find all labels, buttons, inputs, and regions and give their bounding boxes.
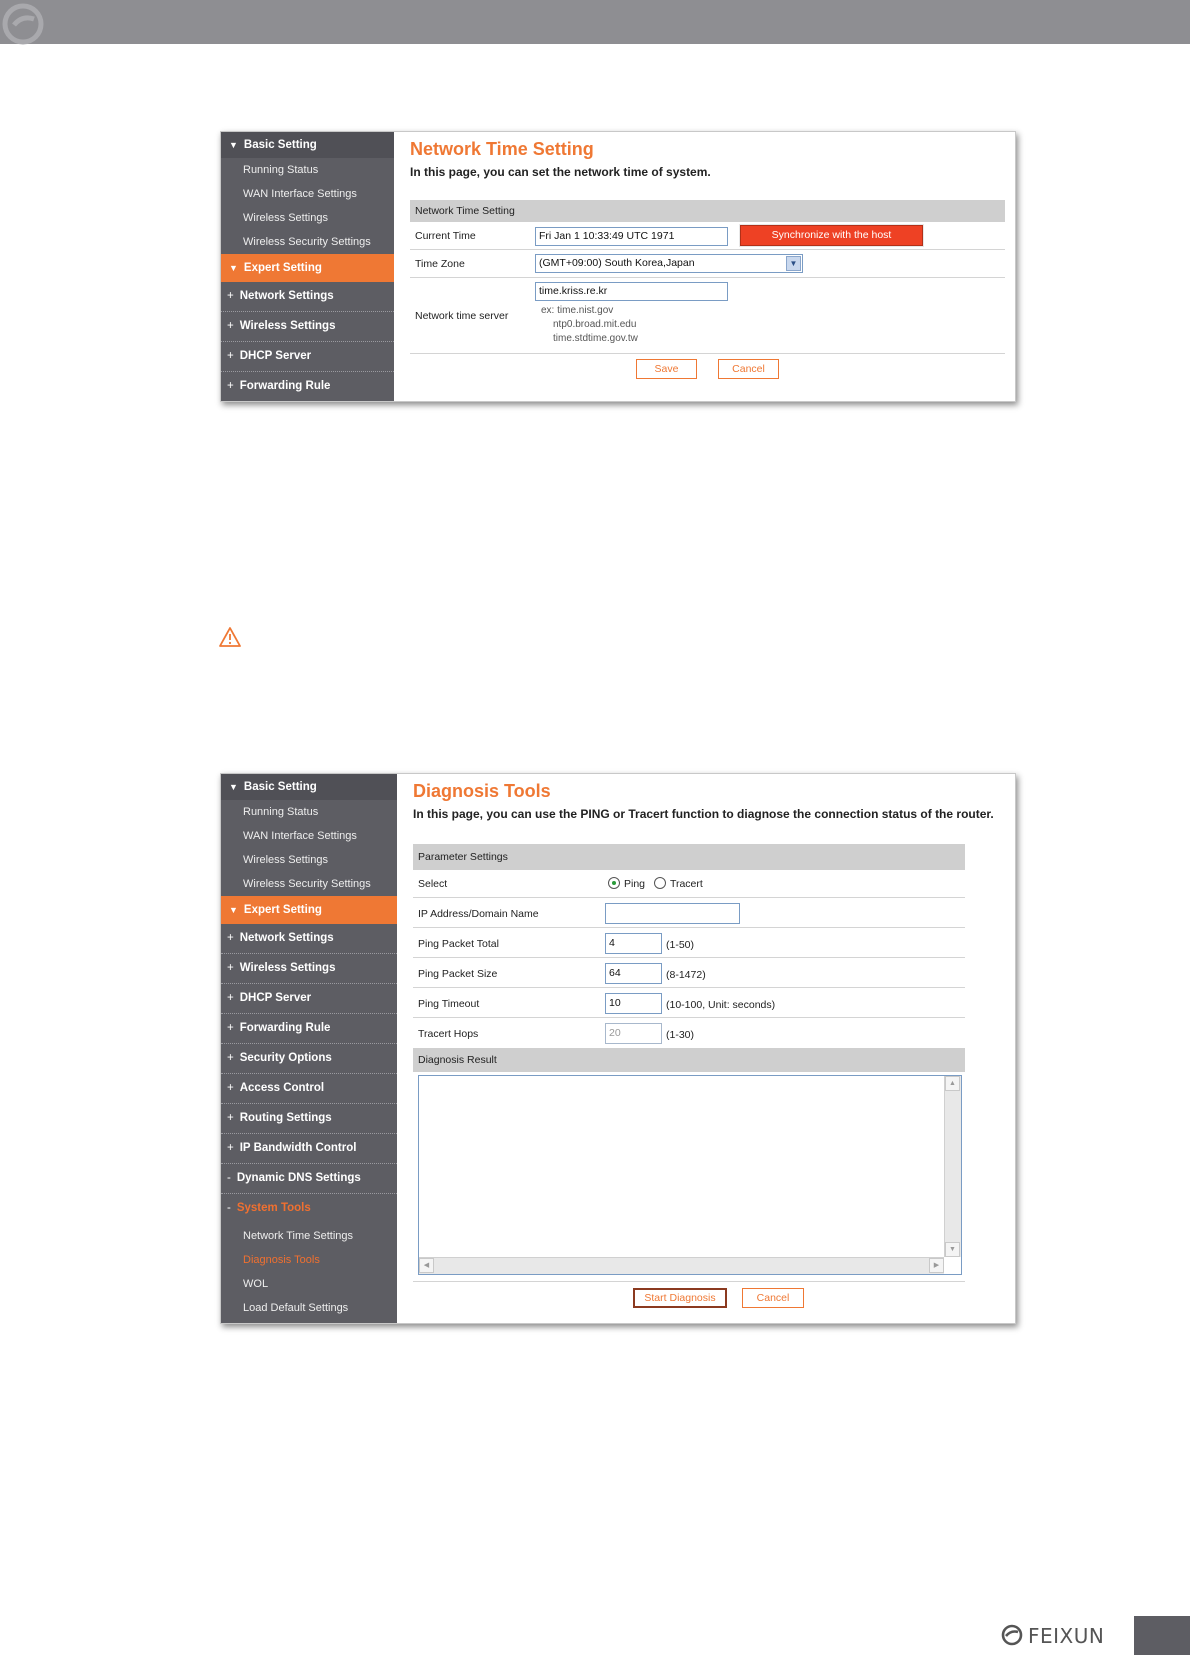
sidebar-item-system-tools[interactable]: - System Tools <box>227 1202 311 1214</box>
packet-size-row <box>413 958 965 988</box>
scroll-up-icon[interactable]: ▲ <box>945 1076 960 1091</box>
sidebar-item-dhcp-server[interactable]: + DHCP Server <box>221 984 397 1014</box>
plus-icon: + <box>227 1082 234 1094</box>
sidebar-item-access-control[interactable]: + Access Control <box>221 1074 397 1104</box>
plus-icon: + <box>227 380 234 392</box>
sidebar <box>221 132 394 401</box>
tracert-radio[interactable] <box>654 877 666 889</box>
time-zone-value: (GMT+09:00) South Korea,Japan <box>539 257 695 269</box>
page-title: Network Time Setting <box>410 139 594 159</box>
scroll-right-icon[interactable]: ▶ <box>929 1258 944 1273</box>
sidebar-expert-setting[interactable]: ▼ Expert Setting <box>221 896 397 924</box>
sidebar-item-forwarding-rule[interactable]: + Forwarding Rule <box>227 380 331 392</box>
tracert-hops-row <box>413 1018 965 1048</box>
packet-total-row <box>413 928 965 958</box>
feixun-logo-icon <box>2 3 44 45</box>
triangle-down-icon: ▼ <box>229 782 238 792</box>
page-description: In this page, you can set the network time of system. <box>410 165 711 179</box>
sidebar-item-wol[interactable]: WOL <box>243 1278 269 1290</box>
result-section-header: Diagnosis Result <box>413 1048 965 1072</box>
ping-timeout-input[interactable]: 10 <box>605 993 662 1014</box>
minus-icon: - <box>227 1202 231 1214</box>
sidebar-item-wireless-settings-expert[interactable]: + Wireless Settings <box>221 312 394 342</box>
plus-icon: + <box>227 992 234 1004</box>
ping-timeout-row <box>413 988 965 1018</box>
network-time-panel <box>220 131 1016 402</box>
chevron-down-icon[interactable]: ▼ <box>786 256 801 271</box>
horizontal-scrollbar[interactable] <box>419 1257 944 1274</box>
cancel-button[interactable]: Cancel <box>742 1288 804 1308</box>
warning-icon <box>218 626 242 648</box>
sidebar-basic-setting[interactable]: ▼ Basic Setting <box>221 132 394 158</box>
sidebar-item-security-options[interactable]: + Security Options <box>221 1044 397 1074</box>
packet-size-label: Ping Packet Size <box>418 968 498 980</box>
triangle-down-icon: ▼ <box>229 905 238 915</box>
tracert-hops-label: Tracert Hops <box>418 1028 479 1040</box>
ping-timeout-label: Ping Timeout <box>418 998 480 1010</box>
sidebar-item-wireless-settings-expert[interactable]: + Wireless Settings <box>221 954 397 984</box>
main-content <box>397 774 1015 1323</box>
ping-timeout-hint: (10-100, Unit: seconds) <box>666 999 776 1011</box>
packet-total-hint: (1-50) <box>666 939 695 951</box>
sidebar-item-wan-interface[interactable]: WAN Interface Settings <box>243 188 357 200</box>
sidebar-item-network-time[interactable]: Network Time Settings <box>243 1230 354 1242</box>
cancel-button[interactable]: Cancel <box>718 359 779 379</box>
scroll-left-icon[interactable]: ◀ <box>419 1258 434 1273</box>
sidebar-item-network-settings[interactable]: + Network Settings <box>221 282 394 312</box>
select-label: Select <box>418 878 448 890</box>
plus-icon: + <box>227 320 234 332</box>
synchronize-button[interactable]: Synchronize with the host <box>740 225 923 246</box>
plus-icon: + <box>227 1142 234 1154</box>
sidebar-item-diagnosis-tools[interactable]: Diagnosis Tools <box>243 1254 320 1266</box>
parameter-section-header: Parameter Settings <box>413 844 965 870</box>
triangle-down-icon: ▼ <box>229 263 238 273</box>
sidebar-item-routing-settings[interactable]: + Routing Settings <box>221 1104 397 1134</box>
server-example-1: ex: time.nist.gov <box>541 305 614 316</box>
sidebar-item-wireless-settings[interactable]: Wireless Settings <box>243 212 328 224</box>
plus-icon: + <box>227 962 234 974</box>
vertical-scrollbar[interactable] <box>944 1076 961 1257</box>
ping-label: Ping <box>624 878 646 890</box>
triangle-down-icon: ▼ <box>229 140 238 150</box>
plus-icon: + <box>227 350 234 362</box>
section-header: Network Time Setting <box>410 200 1005 222</box>
sidebar-item-ip-bandwidth-control[interactable]: + IP Bandwidth Control <box>221 1134 397 1164</box>
minus-icon: - <box>227 1172 231 1184</box>
sidebar-basic-setting[interactable]: ▼ Basic Setting <box>221 774 397 800</box>
plus-icon: + <box>227 1022 234 1034</box>
scroll-down-icon[interactable]: ▼ <box>945 1242 960 1257</box>
button-row <box>410 354 1005 386</box>
tracert-label: Tracert <box>669 878 703 890</box>
start-diagnosis-button[interactable]: Start Diagnosis <box>633 1288 727 1308</box>
sidebar-item-wan-interface[interactable]: WAN Interface Settings <box>243 830 357 842</box>
sidebar-item-forwarding-rule[interactable]: + Forwarding Rule <box>221 1014 397 1044</box>
ip-address-input[interactable] <box>605 903 740 924</box>
plus-icon: + <box>227 1052 234 1064</box>
sidebar-item-wireless-security[interactable]: Wireless Security Settings <box>243 878 371 890</box>
current-time-row <box>410 222 1005 250</box>
top-banner <box>0 0 1190 44</box>
sidebar-item-network-settings[interactable]: + Network Settings <box>221 924 397 954</box>
ping-radio[interactable] <box>608 877 620 889</box>
brand-logo <box>1000 1622 1110 1648</box>
sidebar-item-wireless-security[interactable]: Wireless Security Settings <box>243 236 371 248</box>
page-description: In this page, you can use the PING or Tracert function to diagnose the connection status of the router. <box>413 807 994 821</box>
diagnosis-tools-panel <box>220 773 1016 1324</box>
plus-icon: + <box>227 1112 234 1124</box>
current-time-field[interactable]: Fri Jan 1 10:33:49 UTC 1971 <box>535 227 728 246</box>
button-row <box>413 1282 965 1316</box>
save-button[interactable]: Save <box>636 359 697 379</box>
packet-size-hint: (8-1472) <box>666 969 706 981</box>
time-zone-label: Time Zone <box>415 258 465 270</box>
packet-total-input[interactable]: 4 <box>605 933 662 954</box>
page-title: Diagnosis Tools <box>413 781 551 801</box>
packet-size-input[interactable]: 64 <box>605 963 662 984</box>
tracert-hops-hint: (1-30) <box>666 1029 695 1041</box>
diagnosis-result-textarea[interactable] <box>418 1075 962 1275</box>
page-number-tab <box>1134 1616 1190 1655</box>
feixun-logo-icon <box>1000 1624 1024 1646</box>
tracert-hops-input[interactable]: 20 <box>605 1023 662 1044</box>
plus-icon: + <box>227 932 234 944</box>
result-area <box>413 1072 965 1282</box>
main-content <box>394 132 1015 401</box>
server-example-2: ntp0.broad.mit.edu <box>553 319 637 330</box>
sidebar-item-dynamic-dns[interactable]: - Dynamic DNS Settings <box>221 1164 397 1194</box>
sidebar <box>221 774 397 1323</box>
sidebar-item-running-status[interactable]: Running Status <box>243 806 319 818</box>
brand-name: FEIXUN <box>1028 1624 1105 1648</box>
current-time-label: Current Time <box>415 230 476 242</box>
time-zone-row <box>410 250 1005 278</box>
time-server-row <box>410 278 1005 354</box>
time-zone-select[interactable] <box>535 254 803 273</box>
select-row <box>413 870 965 898</box>
mode-radio-group <box>608 877 703 890</box>
sidebar-item-running-status[interactable]: Running Status <box>243 164 319 176</box>
server-example-3: time.stdtime.gov.tw <box>553 333 638 344</box>
packet-total-label: Ping Packet Total <box>418 938 499 950</box>
sidebar-item-dhcp-server[interactable]: + DHCP Server <box>221 342 394 372</box>
plus-icon: + <box>227 290 234 302</box>
sidebar-item-load-default[interactable]: Load Default Settings <box>243 1302 349 1314</box>
ip-address-label: IP Address/Domain Name <box>418 908 539 920</box>
ip-address-row <box>413 898 965 928</box>
sidebar-item-wireless-settings[interactable]: Wireless Settings <box>243 854 328 866</box>
sidebar-expert-setting[interactable]: ▼ Expert Setting <box>221 254 394 282</box>
time-server-label: Network time server <box>415 310 509 322</box>
time-server-field[interactable]: time.kriss.re.kr <box>535 282 728 301</box>
